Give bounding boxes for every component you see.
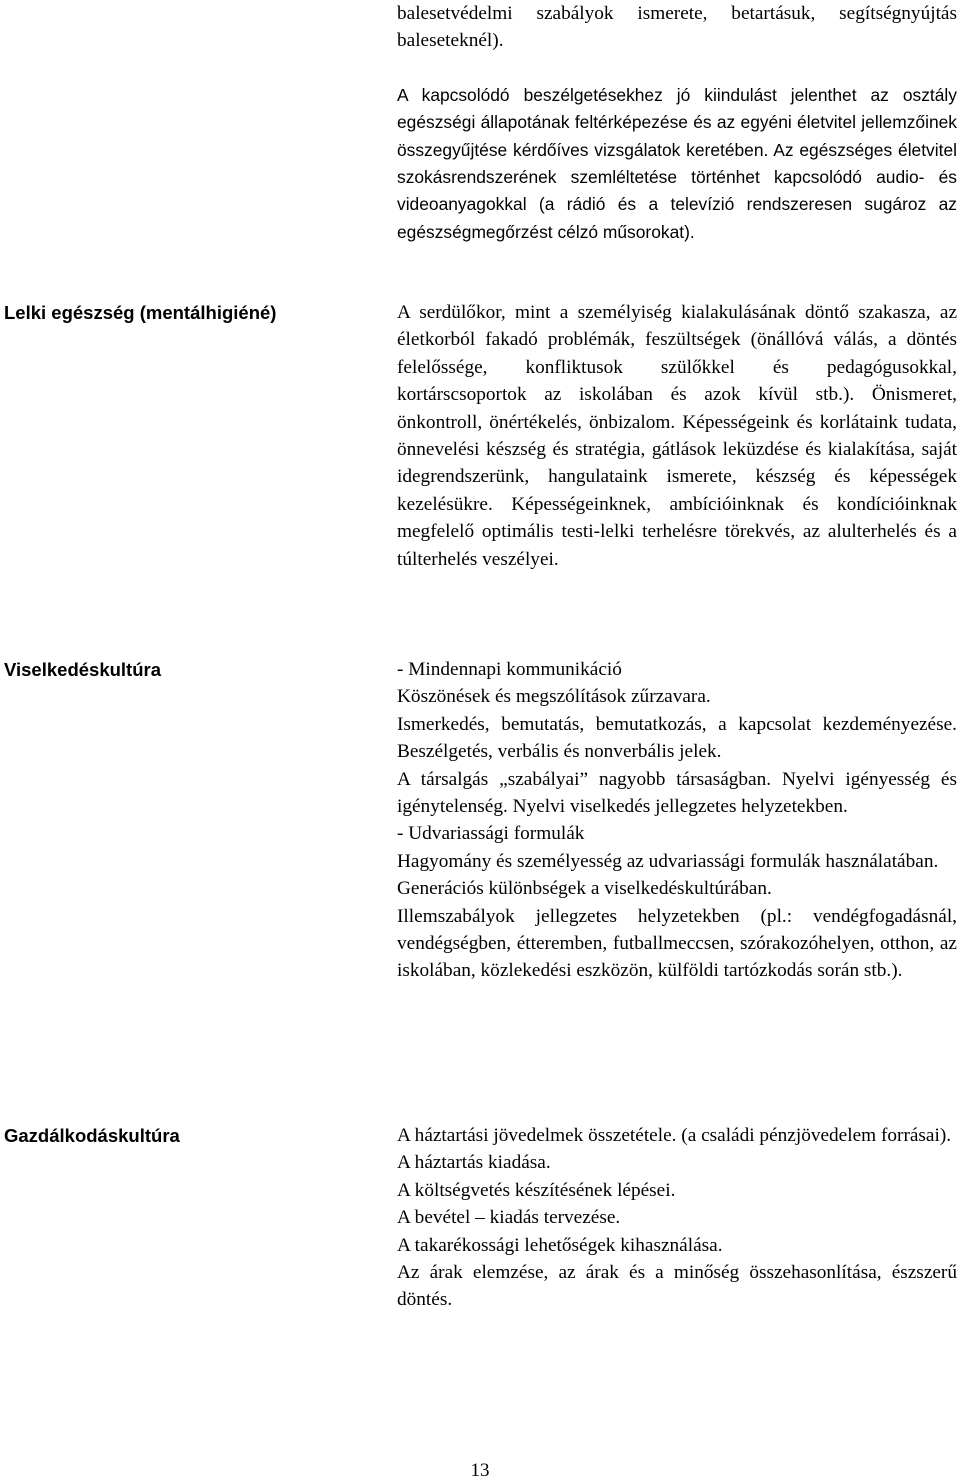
intro-paragraph-1: balesetvédelmi szabályok ismerete, betartásuk, segítségnyújtás baleseteknél). — [397, 3, 957, 52]
section-line: Generációs különbségek a viselkedéskultúrában. — [397, 878, 772, 900]
section-line: Köszönések és megszólítások zűrzavara. — [397, 686, 711, 708]
section-paragraph: A serdülőkor, mint a személyiség kialakulásának döntő szakasza, az életkorból fakadó problémák, feszültségek (önállóvá válás, a döntés felelőssége, konfliktusok szülőkkel és pedagógusokkal, kortárscsoportok az iskolában és azok kívül stb.). Önismeret, önkontroll, önértékelés, önbizalom. Képességeink és korlátaink tudata, önnevelési készség és stratégia, gátlások leküzdése és kialakítása, saját idegrendszerünk, hangulataink ismerete, készség és képességek kezelésükre. Képességeinknek, ambícióinknak és kondícióinknak megfelelő optimális testi-lelki terhelésre törekvés, az alulterhelés és a túlterhelés veszélyei. — [397, 302, 957, 570]
section-line: A költségvetés készítésének lépései. — [397, 1179, 676, 1201]
section-line: A bevétel – kiadás tervezése. — [397, 1207, 621, 1229]
intro-content — [397, 0, 957, 246]
section-label: Gazdálkodáskultúra — [4, 1125, 180, 1146]
section-label: Viselkedéskultúra — [4, 659, 161, 680]
section-label: Lelki egészség (mentálhigiéné) — [4, 302, 277, 323]
section-line: Ismerkedés, bemutatás, bemutatkozás, a kapcsolat kezdeményezése. Beszélgetés, verbális és nonverbális jelek. — [397, 713, 957, 763]
page-number: 13 — [470, 1460, 490, 1481]
section-content — [397, 656, 957, 985]
section-line: Illemszabályok jellegzetes helyzetekben (pl.: vendégfogadásnál, vendégségben, étteremben, futballmeccsen, szórakozóhelyen, otthon, az iskolában, közlekedési eszközön, külföldi tartózkodás során stb.). — [397, 905, 957, 982]
section-content — [397, 1122, 957, 1314]
section-line: Az árak elemzése, az árak és a minőség összehasonlítása, észszerű döntés. — [397, 1262, 957, 1311]
section-line: - Mindennapi kommunikáció — [397, 659, 622, 680]
section-line: A társalgás „szabályai” nagyobb társaságban. Nyelvi igényesség és igénytelenség. Nyelvi viselkedés jellegzetes helyzetekben. — [397, 768, 957, 818]
section-line: A háztartási jövedelmek összetétele. (a családi pénzjövedelem forrásai). — [397, 1125, 952, 1146]
section-content — [397, 299, 957, 573]
section-line: - Udvariassági formulák — [397, 823, 585, 845]
section-line: A háztartás kiadása. — [397, 1152, 551, 1174]
section-line: Hagyomány és személyesség az udvariassági formulák használatában. — [397, 850, 939, 872]
intro-paragraph-2: A kapcsolódó beszélgetésekhez jó kiindulást jelenthet az osztály egészségi állapotának feltérképezése és az egyéni életvitel jellemzőinek összegyűjtése kérdőíves vizsgálatok keretében. Az egészséges életvitel szokásrendszerének szemléltetése történhet kapcsolódó audio- és videoanyagokkal (a rádió és a televízió rendszeresen sugároz az egészségmegőrzést célzó műsorokat). — [397, 84, 957, 242]
section-line: A takarékossági lehetőségek kihasználása. — [397, 1234, 723, 1256]
